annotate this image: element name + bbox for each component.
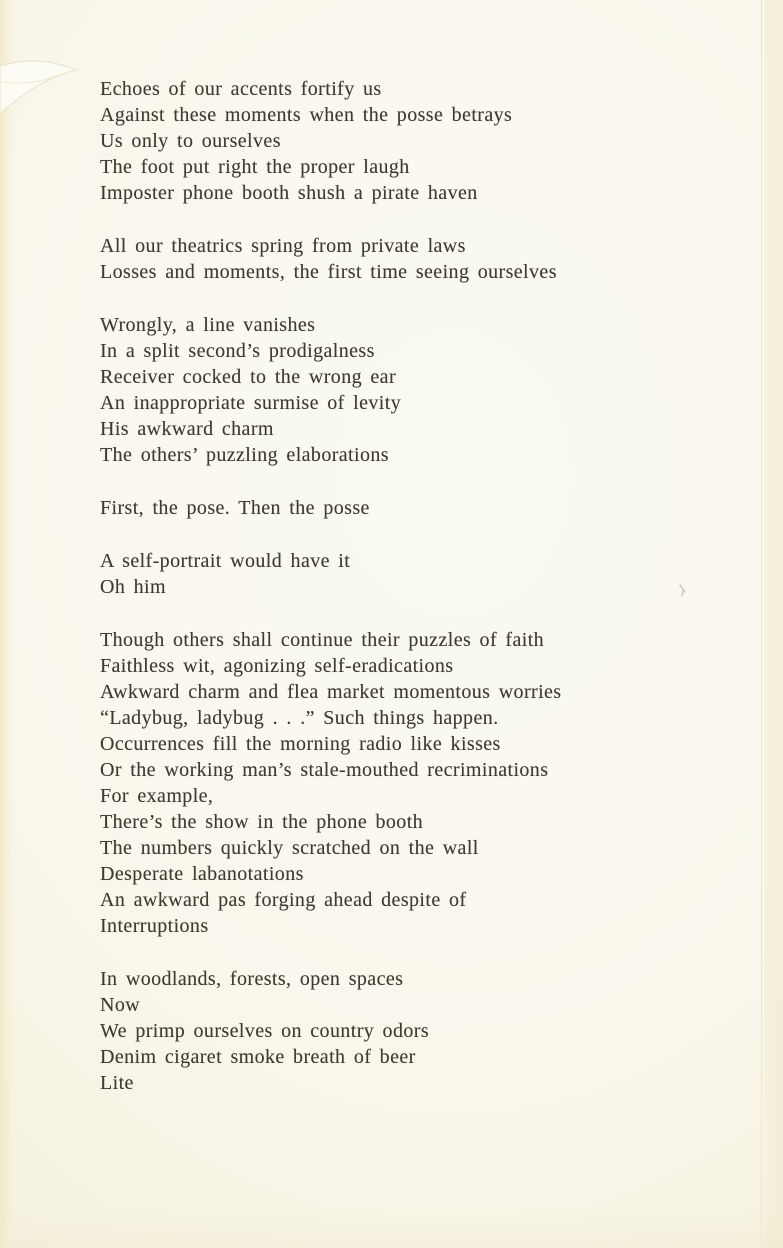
poem-line: We primp ourselves on country odors [100,1020,429,1042]
poem-stanza [100,233,720,285]
poem-line: Oh him [100,576,166,598]
poem-stanza [100,548,720,600]
poem-line: All our theatrics spring from private laws [100,235,466,257]
poem [100,76,720,1123]
poem-line: Receiver cocked to the wrong ear [100,366,397,388]
page-right-edge [761,0,783,1248]
page-bottom-edge [0,1208,783,1248]
poem-line: Denim cigaret smoke breath of beer [100,1046,416,1068]
page-left-edge [0,0,14,1248]
poem-line: The foot put right the proper laugh [100,156,410,178]
poem-line: Desperate labanotations [100,863,304,885]
poem-line: “Ladybug, ladybug . . .” Such things happen. [100,707,499,729]
poem-line: Against these moments when the posse betrays [100,104,513,126]
poem-line: Imposter phone booth shush a pirate haven [100,182,478,204]
poem-line: Us only to ourselves [100,130,281,152]
poem-line: First, the pose. Then the posse [100,497,370,519]
poem-line: Interruptions [100,915,209,937]
poem-line: For example, [100,785,214,807]
poem-line: Now [100,994,141,1016]
poem-line: In woodlands, forests, open spaces [100,968,404,990]
poem-line: In a split second’s prodigalness [100,340,375,362]
poem-line: Lite [100,1072,134,1094]
poem-line: An inappropriate surmise of levity [100,392,402,414]
poem-line: Or the working man’s stale-mouthed recriminations [100,759,549,781]
poem-stanza [100,76,720,206]
poem-line: A self-portrait would have it [100,550,351,572]
poem-line: There’s the show in the phone booth [100,811,424,833]
poem-stanza [100,312,720,468]
poem-line: Faithless wit, agonizing self-eradications [100,655,454,677]
poem-stanza [100,966,720,1096]
poem-line: The numbers quickly scratched on the wall [100,837,479,859]
poem-line: His awkward charm [100,418,274,440]
poem-line: Losses and moments, the first time seeing ourselves [100,261,557,283]
poem-line: Echoes of our accents fortify us [100,78,382,100]
poem-line: Though others shall continue their puzzles of faith [100,629,545,651]
poem-line: An awkward pas forging ahead despite of [100,889,467,911]
poem-stanza [100,495,720,521]
poem-line: Wrongly, a line vanishes [100,314,316,336]
poem-line: The others’ puzzling elaborations [100,444,389,466]
poem-line: Occurrences fill the morning radio like kisses [100,733,501,755]
poem-line: Awkward charm and flea market momentous worries [100,681,562,703]
poem-stanza [100,627,720,939]
